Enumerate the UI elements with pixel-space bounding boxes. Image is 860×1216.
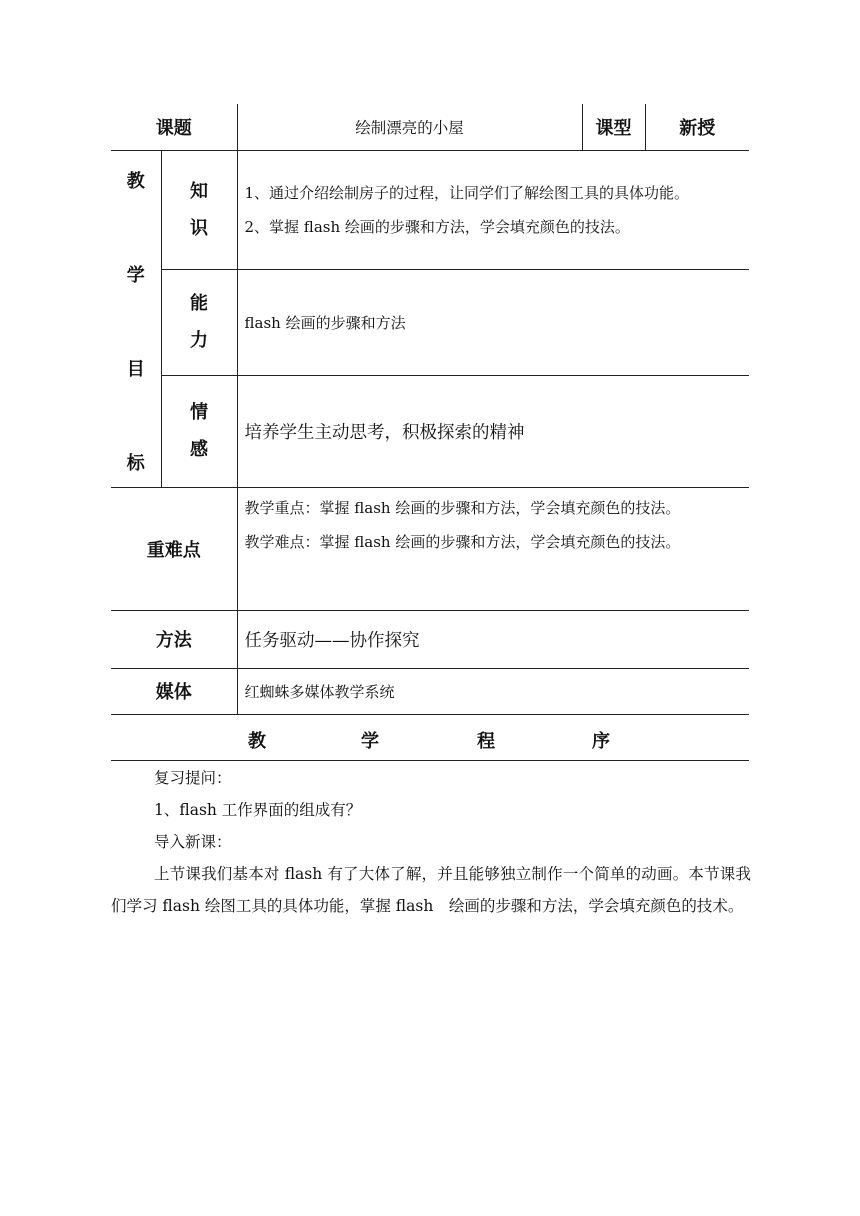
key-point: 教学重点：掌握 flash 绘画的步骤和方法，学会填充颜色的技法。: [244, 498, 681, 517]
media-value: 红蜘蛛多媒体教学系统: [237, 668, 749, 714]
emotion-label: [161, 375, 237, 487]
type-label: 课型: [582, 104, 645, 150]
knowledge-char: 知: [190, 180, 208, 202]
lesson-body: [111, 762, 751, 922]
type-value: 新授: [645, 104, 749, 150]
row-knowledge: [111, 150, 749, 269]
objectives-char: 标: [126, 452, 145, 474]
knowledge-line: 2、掌握 flash 绘画的步骤和方法，学会填充颜色的技法。: [244, 217, 630, 236]
objectives-label: [111, 150, 161, 487]
method-value: 任务驱动——协作探究: [237, 610, 749, 668]
process-char: 教: [248, 730, 266, 752]
process-char: 学: [361, 730, 379, 752]
ability-char: 能: [190, 293, 208, 314]
emotion-content: 培养学生主动思考，积极探索的精神: [237, 375, 749, 487]
objectives-char: 学: [126, 264, 145, 286]
ability-label: [161, 269, 237, 375]
emotion-char: 感: [190, 439, 208, 460]
row-method: [111, 610, 749, 668]
intro-paragraph: 上节课我们基本对 flash 有了大体了解，并且能够独立制作一个简单的动画。本节课我们学习 flash 绘图工具的具体功能，掌握 flash 绘画的步骤和方法，学会填充颜色的技术。: [111, 865, 751, 915]
process-heading: [111, 714, 749, 760]
difficulty-label: 重难点: [111, 487, 237, 610]
objectives-char: 教: [126, 170, 145, 192]
row-emotion: [111, 375, 749, 487]
intro-heading: 导入新课：: [154, 833, 232, 851]
row-media: [111, 668, 749, 714]
process-char: 序: [592, 730, 610, 752]
process-char: 程: [477, 730, 495, 752]
knowledge-label: [161, 150, 237, 269]
hard-point: 教学难点：掌握 flash 绘画的步骤和方法，学会填充颜色的技法。: [244, 532, 681, 551]
row-difficulty: [111, 487, 749, 610]
topic-value: 绘制漂亮的小屋: [237, 104, 582, 150]
ability-content: flash 绘画的步骤和方法: [237, 269, 749, 375]
difficulty-content: [237, 487, 749, 610]
emotion-char: 情: [190, 402, 208, 423]
row-process: [111, 714, 749, 760]
row-ability: [111, 269, 749, 375]
media-label: 媒体: [111, 668, 237, 714]
review-heading: 复习提问：: [154, 769, 232, 787]
row-topic: [111, 104, 749, 150]
ability-char: 力: [190, 330, 208, 351]
knowledge-line: 1、通过介绍绘制房子的过程，让同学们了解绘图工具的具体功能。: [244, 183, 690, 202]
lesson-plan-table: [111, 104, 749, 761]
knowledge-char: 识: [190, 217, 208, 239]
knowledge-content: [237, 150, 749, 269]
review-question: 1、flash 工作界面的组成有？: [154, 801, 362, 819]
method-label: 方法: [111, 610, 237, 668]
topic-label: 课题: [111, 104, 237, 150]
objectives-char: 目: [126, 358, 145, 380]
